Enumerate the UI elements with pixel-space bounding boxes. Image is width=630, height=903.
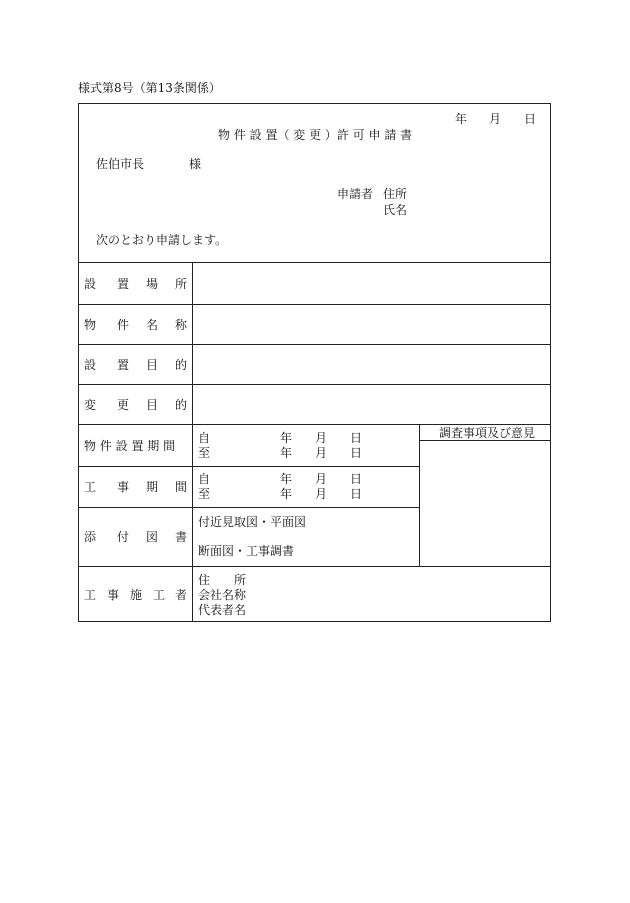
change-purpose-field[interactable] bbox=[196, 387, 416, 421]
divider bbox=[78, 507, 419, 508]
date-month-label: 月 bbox=[489, 112, 502, 126]
divider bbox=[78, 466, 419, 467]
location-field[interactable] bbox=[196, 266, 416, 300]
attachment-vicinity-plan: 付近見取図・平面図 bbox=[198, 515, 307, 529]
contractor-company-label: 会社名称 bbox=[198, 588, 247, 602]
column-divider bbox=[419, 424, 420, 566]
divider bbox=[78, 304, 551, 305]
divider bbox=[78, 262, 551, 263]
divider bbox=[78, 384, 551, 385]
contractor-address-label: 住 所 bbox=[198, 573, 247, 587]
applicant-address-label: 住所 bbox=[383, 187, 408, 201]
form-number: 様式第8号（第13条関係） bbox=[78, 81, 221, 95]
addressee-name: 佐伯市長 bbox=[96, 157, 145, 171]
divider bbox=[78, 424, 551, 425]
intro-text: 次のとおり申請します。 bbox=[96, 233, 228, 247]
date-day-label: 日 bbox=[524, 112, 537, 126]
form-title: 物 件 設 置（ 変 更 ）許 可 申 請 書 bbox=[218, 128, 413, 142]
item-name-field[interactable] bbox=[196, 307, 416, 341]
addressee-honorific: 様 bbox=[189, 157, 202, 171]
divider bbox=[78, 566, 551, 567]
purpose-field[interactable] bbox=[196, 347, 416, 381]
applicant-name-label: 氏名 bbox=[383, 203, 408, 217]
divider bbox=[78, 344, 551, 345]
date-year-label: 年 bbox=[455, 112, 468, 126]
attachment-section-survey: 断面図・工事調書 bbox=[198, 544, 295, 558]
divider bbox=[419, 440, 551, 441]
survey-opinion-field[interactable] bbox=[421, 443, 549, 563]
column-divider bbox=[192, 262, 193, 622]
contractor-representative-label: 代表者名 bbox=[198, 603, 247, 617]
applicant-label: 申請者 bbox=[337, 187, 374, 201]
survey-header: 調査事項及び意見 bbox=[439, 426, 536, 440]
